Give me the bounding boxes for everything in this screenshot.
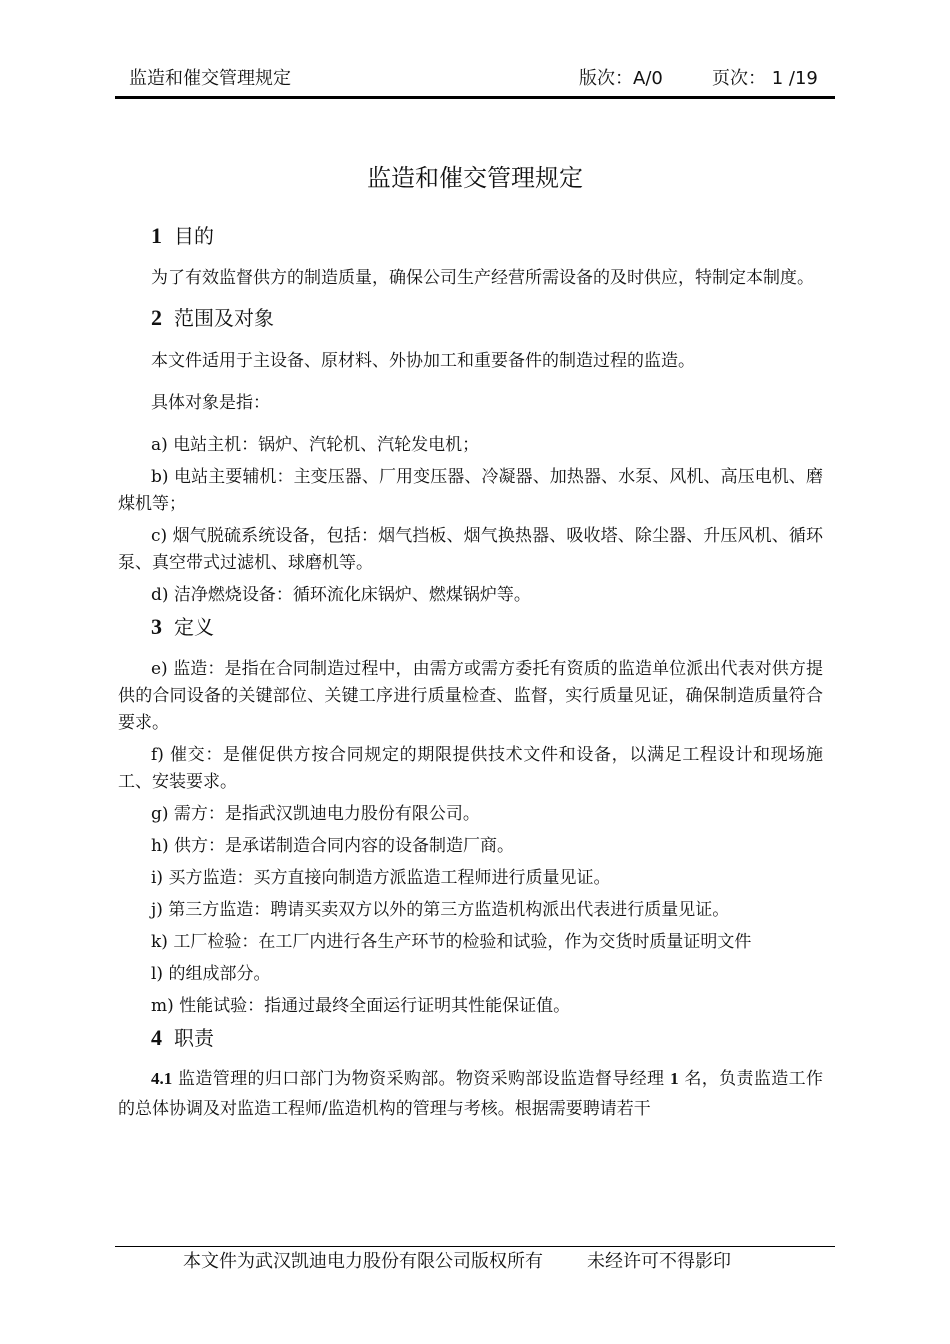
section-heading: [151, 222, 823, 250]
definition-item: g) 需方：是指武汉凯迪电力股份有限公司。: [151, 804, 480, 824]
clause-number: 4.1: [151, 1069, 173, 1088]
clause-text: 监造管理的归口部门为物资采购部。物资采购部设监造督导经理: [178, 1069, 665, 1089]
footer-notice: 未经许可不得影印: [587, 1251, 731, 1272]
list-item: c) 烟气脱硫系统设备，包括：烟气挡板、烟气换热器、吸收塔、除尘器、升压风机、循环泵、真空带式过滤机、球磨机等。: [118, 526, 823, 573]
section-title: 目的: [174, 224, 214, 248]
definition-item: l) 的组成部分。: [151, 964, 271, 984]
definition-item: m) 性能试验：指通过最终全面运行证明其性能保证值。: [151, 996, 571, 1016]
section-heading: [151, 1024, 823, 1052]
section-title: 职责: [174, 1026, 214, 1050]
document-title: 监造和催交管理规定: [367, 164, 583, 192]
page-footer: [183, 1247, 731, 1273]
definition-item: k) 工厂检验：在工厂内进行各生产环节的检验和试验，作为交货时质量证明文件: [151, 932, 752, 952]
section-title: 范围及对象: [174, 306, 274, 330]
paragraph: 本文件适用于主设备、原材料、外协加工和重要备件的制造过程的监造。: [151, 351, 695, 371]
section-number: 4: [151, 1025, 162, 1050]
section-heading: [151, 613, 823, 641]
section-heading: [151, 304, 823, 332]
definition-item: e) 监造：是指在合同制造过程中，由需方或需方委托有资质的监造单位派出代表对供方提供的合同设备的关键部位、关键工序进行质量检查、监督，实行质量见证，确保制造质量符合要求。: [118, 659, 823, 733]
definition-item: j) 第三方监造：聘请买卖双方以外的第三方监造机构派出代表进行质量见证。: [151, 900, 730, 920]
section-number: 1: [151, 223, 162, 248]
page-header: [115, 62, 835, 92]
header-page-number: 页次： 1 /19: [712, 68, 818, 89]
definition-item: h) 供方：是承诺制造合同内容的设备制造厂商。: [151, 836, 514, 856]
paragraph: 具体对象是指：: [151, 393, 270, 413]
footer-copyright: 本文件为武汉凯迪电力股份有限公司版权所有: [183, 1251, 543, 1272]
definition-item: i) 买方监造：买方直接向制造方派监造工程师进行质量见证。: [151, 868, 611, 888]
section-number: 3: [151, 614, 162, 639]
section-number: 2: [151, 305, 162, 330]
section-title: 定义: [174, 615, 214, 639]
list-item: d) 洁净燃烧设备：循环流化床锅炉、燃煤锅炉等。: [151, 585, 531, 605]
list-item: b) 电站主要辅机：主变压器、厂用变压器、冷凝器、加热器、水泵、风机、高压电机、磨煤机等；: [118, 467, 823, 514]
document-body: [118, 222, 823, 1124]
header-divider: [115, 96, 835, 99]
paragraph: [118, 1064, 823, 1124]
paragraph: 为了有效监督供方的制造质量，确保公司生产经营所需设备的及时供应，特制定本制度。: [151, 268, 814, 288]
clause-count: 1: [670, 1069, 679, 1088]
clause-text: 名，负责监造工作的总体协调及对监造工程师/监造机构的管理与考核。根据需要聘请若干: [118, 1069, 824, 1119]
list-item: a) 电站主机：锅炉、汽轮机、汽轮发电机；: [151, 435, 480, 455]
header-version: 版次：A/0: [579, 68, 663, 89]
header-title: 监造和催交管理规定: [129, 68, 291, 89]
definition-item: f) 催交：是催促供方按合同规定的期限提供技术文件和设备，以满足工程设计和现场施工、安装要求。: [118, 745, 823, 792]
